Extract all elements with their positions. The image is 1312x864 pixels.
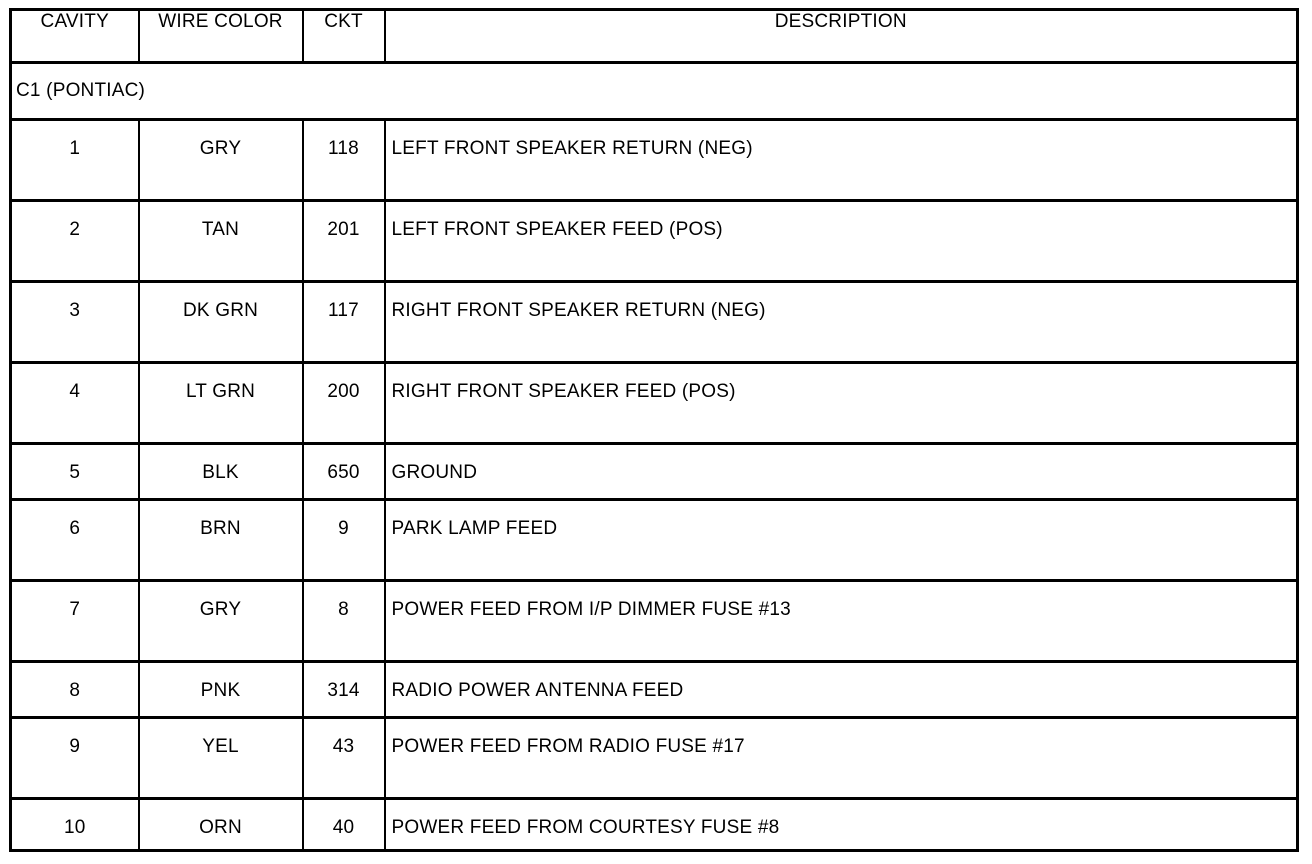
cavity-cell	[11, 444, 139, 500]
wire-color-cell	[139, 120, 303, 201]
wire-color-value: GRY	[199, 138, 242, 159]
wire-color-cell	[139, 500, 303, 581]
description-value: GROUND	[391, 462, 478, 483]
wire-color-cell	[139, 363, 303, 444]
description-cell	[385, 718, 1298, 799]
table-row	[11, 718, 1298, 799]
cavity-value: 3	[69, 300, 81, 321]
description-value: RIGHT FRONT SPEAKER FEED (POS)	[391, 381, 736, 402]
description-cell	[385, 120, 1298, 201]
ckt-value: 8	[338, 599, 349, 620]
description-cell	[385, 500, 1298, 581]
table-row	[11, 120, 1298, 201]
ckt-value: 118	[328, 138, 359, 159]
cavity-cell	[11, 363, 139, 444]
description-cell	[385, 201, 1298, 282]
wire-color-value: BLK	[202, 462, 239, 483]
header-description: DESCRIPTION	[385, 10, 1298, 63]
cavity-value: 5	[69, 462, 81, 483]
connector-group-label: C1 (PONTIAC)	[11, 63, 1298, 120]
ckt-cell	[303, 363, 385, 444]
ckt-value: 200	[327, 381, 360, 402]
ckt-value: 650	[327, 462, 360, 483]
cavity-cell	[11, 581, 139, 662]
ckt-cell	[303, 500, 385, 581]
cavity-cell	[11, 500, 139, 581]
cavity-value: 1	[69, 138, 81, 159]
wire-color-cell	[139, 718, 303, 799]
cavity-value: 4	[69, 381, 81, 402]
table-row	[11, 363, 1298, 444]
description-value: LEFT FRONT SPEAKER FEED (POS)	[391, 219, 723, 240]
table-row	[11, 799, 1298, 851]
cavity-cell	[11, 799, 139, 851]
connector-pinout-table	[9, 8, 1299, 852]
cavity-cell	[11, 120, 139, 201]
wire-color-cell	[139, 444, 303, 500]
table-header	[11, 10, 1298, 63]
table-body	[11, 63, 1298, 851]
cavity-cell	[11, 662, 139, 718]
description-value: RIGHT FRONT SPEAKER RETURN (NEG)	[391, 300, 766, 321]
description-cell	[385, 363, 1298, 444]
description-value: PARK LAMP FEED	[391, 518, 558, 539]
ckt-cell	[303, 120, 385, 201]
ckt-cell	[303, 201, 385, 282]
cavity-cell	[11, 718, 139, 799]
wire-color-value: GRY	[199, 599, 242, 620]
ckt-value: 201	[327, 219, 360, 240]
table-row	[11, 444, 1298, 500]
ckt-value: 314	[327, 680, 360, 701]
wire-color-cell	[139, 662, 303, 718]
ckt-value: 117	[328, 300, 359, 321]
description-cell	[385, 282, 1298, 363]
cavity-cell	[11, 282, 139, 363]
wire-color-value: LT GRN	[185, 381, 256, 402]
description-cell	[385, 662, 1298, 718]
table-row	[11, 581, 1298, 662]
ckt-cell	[303, 718, 385, 799]
wire-color-cell	[139, 282, 303, 363]
wire-color-cell	[139, 201, 303, 282]
description-cell	[385, 444, 1298, 500]
ckt-cell	[303, 282, 385, 363]
description-value: POWER FEED FROM I/P DIMMER FUSE #13	[391, 599, 791, 620]
wire-color-value: BRN	[200, 518, 241, 539]
cavity-cell	[11, 201, 139, 282]
ckt-cell	[303, 581, 385, 662]
cavity-value: 2	[69, 219, 81, 240]
table-row	[11, 282, 1298, 363]
connector-group-row	[11, 63, 1298, 120]
table-row	[11, 662, 1298, 718]
ckt-cell	[303, 662, 385, 718]
cavity-value: 7	[69, 599, 81, 620]
wire-color-value: ORN	[199, 817, 242, 838]
header-wire-color: WIRE COLOR	[139, 10, 303, 63]
description-cell	[385, 799, 1298, 851]
cavity-value: 10	[63, 817, 86, 838]
wire-color-value: YEL	[202, 736, 239, 757]
description-value: LEFT FRONT SPEAKER RETURN (NEG)	[391, 138, 753, 159]
description-value: POWER FEED FROM COURTESY FUSE #8	[391, 817, 780, 838]
cavity-value: 6	[69, 518, 81, 539]
ckt-value: 40	[332, 817, 355, 838]
header-cavity: CAVITY	[11, 10, 139, 63]
table-row	[11, 201, 1298, 282]
wire-color-value: DK GRN	[182, 300, 259, 321]
header-row	[11, 10, 1298, 63]
ckt-value: 43	[332, 736, 355, 757]
header-ckt: CKT	[303, 10, 385, 63]
wire-color-cell	[139, 581, 303, 662]
wire-color-value: PNK	[200, 680, 241, 701]
ckt-cell	[303, 444, 385, 500]
wire-color-cell	[139, 799, 303, 851]
table-row	[11, 500, 1298, 581]
cavity-value: 9	[69, 736, 81, 757]
wire-color-value: TAN	[201, 219, 240, 240]
cavity-value: 8	[69, 680, 81, 701]
description-value: RADIO POWER ANTENNA FEED	[391, 680, 684, 701]
ckt-cell	[303, 799, 385, 851]
description-value: POWER FEED FROM RADIO FUSE #17	[391, 736, 745, 757]
ckt-value: 9	[338, 518, 349, 539]
description-cell	[385, 581, 1298, 662]
